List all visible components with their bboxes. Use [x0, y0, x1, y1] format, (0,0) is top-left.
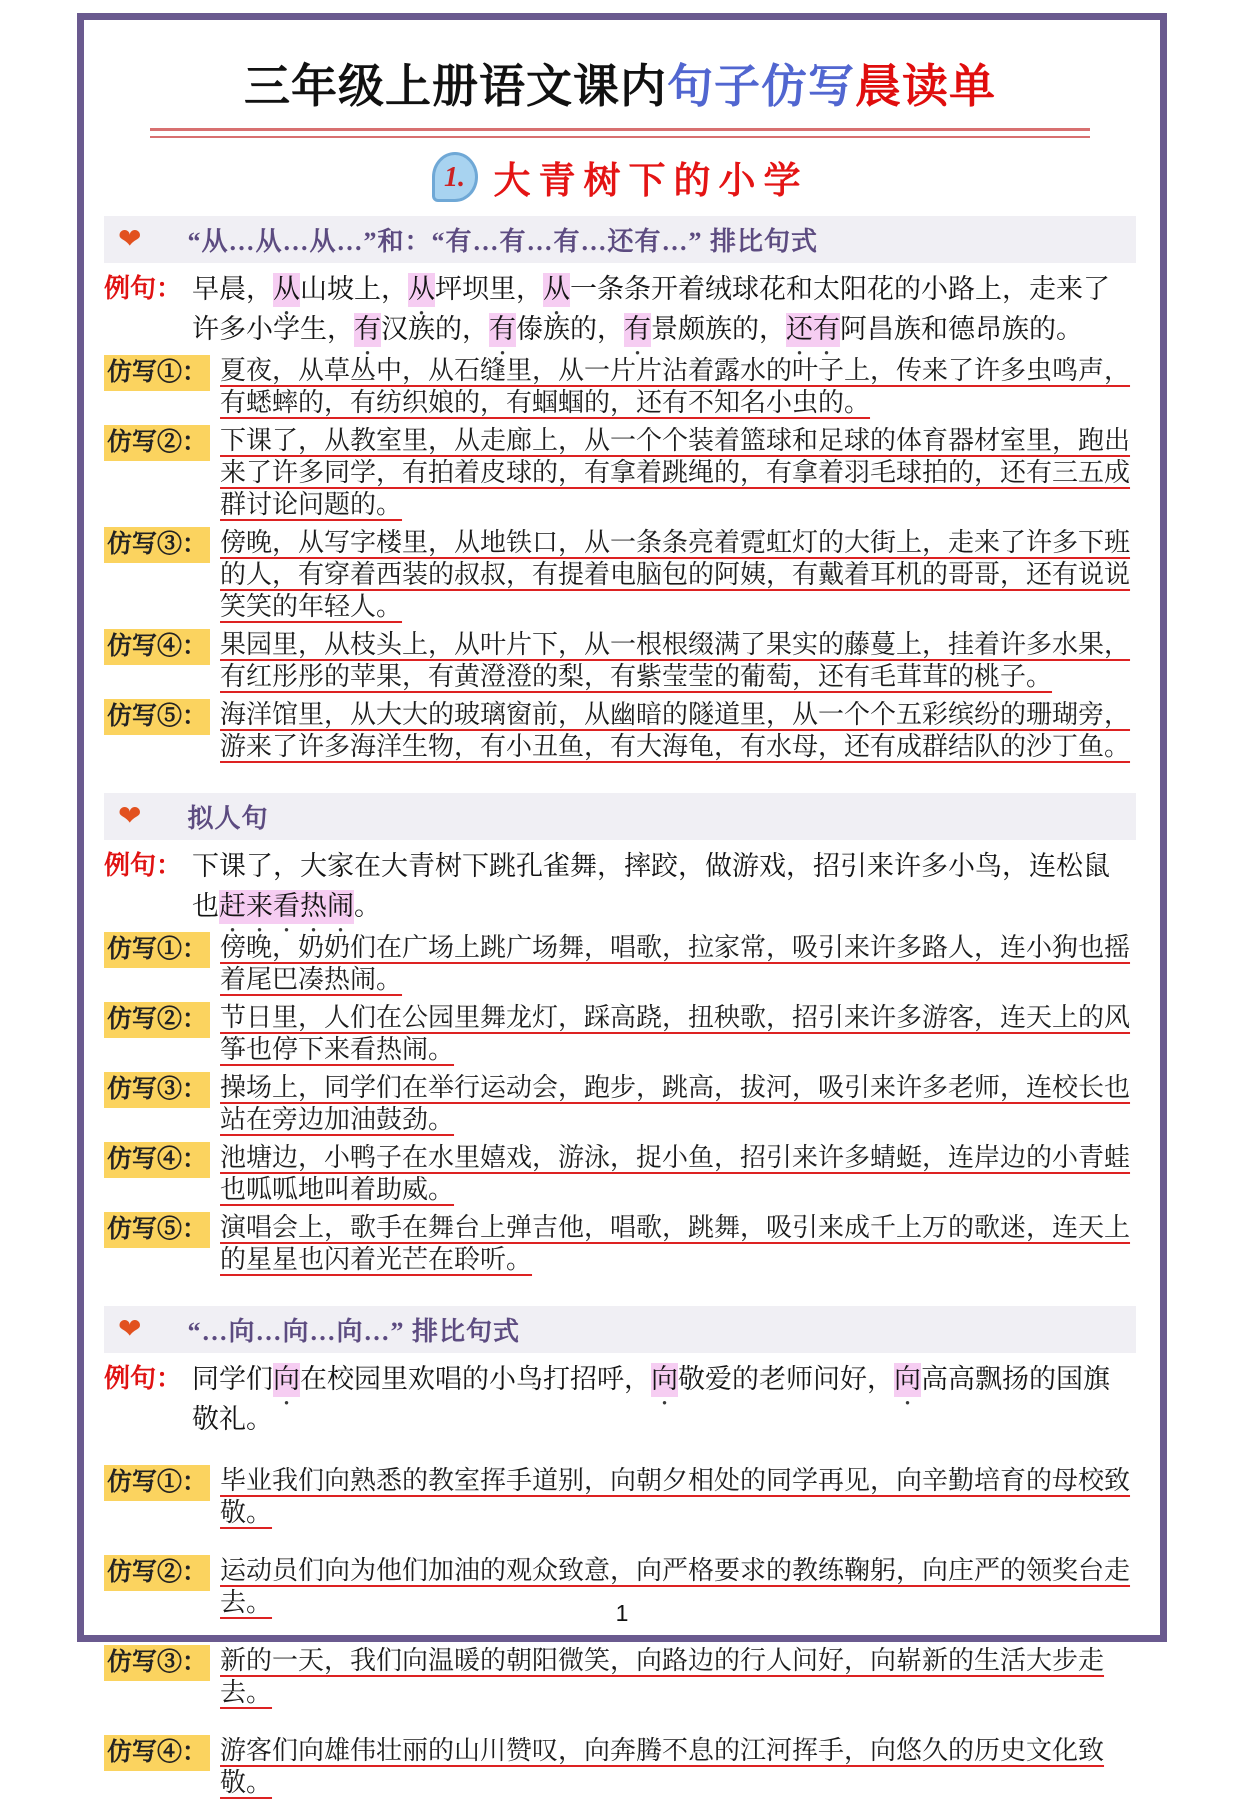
- heart-icon: ❤: [118, 1313, 142, 1345]
- imitation-text: 海洋馆里，从大大的玻璃窗前，从幽暗的隧道里，从一个个五彩缤纷的珊瑚旁，游来了许多海洋生物，有小丑鱼，有大海龟，有水母，还有成群结队的沙丁鱼。: [220, 700, 1131, 761]
- imitation-label: 仿写④：: [104, 1735, 210, 1771]
- imitation-row: [104, 1465, 1136, 1529]
- imitation-text: 池塘边，小鸭子在水里嬉戏，游泳，捉小鱼，招引来许多蜻蜓，连岸边的小青蛙也呱呱地叫着助威。: [220, 1143, 1131, 1204]
- emphasized-char: 有 ●: [813, 313, 840, 347]
- section-1: [104, 216, 1136, 763]
- example-row: [104, 846, 1136, 926]
- imitation-row: [104, 1002, 1136, 1066]
- imitation-text: 毕业我们向熟悉的教室挥手道别，向朝夕相处的同学再见，向辛勤培育的母校致敬。: [220, 1466, 1131, 1527]
- imitation-row: [104, 425, 1136, 521]
- imitation-row: [104, 355, 1136, 419]
- imitation-row: [104, 1072, 1136, 1136]
- heart-icon: ❤: [118, 223, 142, 255]
- section-header: [104, 793, 1136, 840]
- emphasized-char: 有 ●: [354, 313, 381, 347]
- heart-icon: ❤: [118, 800, 142, 832]
- imitation-row: [104, 1645, 1136, 1709]
- emphasized-char: 从 ●: [408, 273, 435, 307]
- sections-container: [104, 216, 1136, 1799]
- imitation-label: 仿写⑤：: [104, 1212, 210, 1248]
- imitation-label: 仿写②：: [104, 425, 210, 461]
- imitation-text: 下课了，从教室里，从走廊上，从一个个装着篮球和足球的体育器材室里，跑出来了许多同学，有拍着皮球的，有拿着跳绳的，有拿着羽毛球拍的，还有三五成群讨论问题的。: [220, 426, 1131, 519]
- imitation-text: 果园里，从枝头上，从叶片下，从一根根缀满了果实的藤蔓上，挂着许多水果，有红彤彤的苹果，有黄澄澄的梨，有紫莹莹的葡萄，还有毛茸茸的桃子。: [220, 630, 1131, 691]
- worksheet-page: [77, 13, 1167, 1797]
- example-text: 同学们向 ●在校园里欢唱的小鸟打招呼，向 ●敬爱的老师问好，向 ●高高飘扬的国旗敬礼。: [192, 1359, 1136, 1439]
- emphasized-char: 热 ●: [300, 890, 327, 924]
- page-title-part-black: 三年级上册语文课内: [244, 60, 667, 112]
- section-header: [104, 216, 1136, 263]
- title-divider: [150, 128, 1089, 138]
- example-row: [104, 1359, 1136, 1439]
- imitation-label: 仿写③：: [104, 1072, 210, 1108]
- imitation-text: 运动员们向为他们加油的观众致意，向严格要求的教练鞠躬，向庄严的领奖台走去。: [220, 1556, 1131, 1617]
- page-number: 1: [615, 1600, 629, 1626]
- example-label: 例句：: [104, 851, 183, 880]
- emphasized-char: 向 ●: [651, 1363, 678, 1397]
- imitation-label: 仿写②：: [104, 1555, 210, 1591]
- imitation-text: 傍晚，奶奶们在广场上跳广场舞，唱歌，拉家常，吸引来许多路人，连小狗也摇着尾巴凑热闹。: [220, 933, 1131, 994]
- lesson-number-badge: 1.: [432, 152, 478, 202]
- imitation-row: [104, 1735, 1136, 1799]
- emphasized-char: 有 ●: [624, 313, 651, 347]
- imitation-text: 新的一天，我们向温暖的朝阳微笑，向路边的行人问好，向崭新的生活大步走去。: [220, 1646, 1105, 1707]
- imitation-row: [104, 527, 1136, 623]
- emphasized-char: 来 ●: [246, 890, 273, 924]
- imitation-label: 仿写①：: [104, 932, 210, 968]
- imitation-row: [104, 1142, 1136, 1206]
- emphasized-char: 看 ●: [273, 890, 300, 924]
- imitation-label: 仿写④：: [104, 629, 210, 665]
- imitation-text: 操场上，同学们在举行运动会，跑步，跳高，拔河，吸引来许多老师，连校长也站在旁边加油鼓劲。: [220, 1073, 1131, 1134]
- section-2: [104, 793, 1136, 1276]
- imitation-label: 仿写③：: [104, 1645, 210, 1681]
- page-title: [104, 50, 1136, 116]
- imitation-label: 仿写③：: [104, 527, 210, 563]
- imitation-label: 仿写①：: [104, 1465, 210, 1501]
- section-heading: 拟人句: [187, 804, 269, 833]
- emphasized-char: 有 ●: [489, 313, 516, 347]
- imitation-label: 仿写⑤：: [104, 699, 210, 735]
- emphasized-char: 从 ●: [273, 273, 300, 307]
- imitation-label: 仿写①：: [104, 355, 210, 391]
- emphasized-char: 闹 ●: [327, 890, 354, 924]
- example-text: 早晨，从 ●山坡上，从 ●坪坝里，从 ●一条条开着绒球花和太阳花的小路上，走来了许多小学生，有 ●汉族的，有 ●傣族的，有 ●景颇族的，还 ●有 ●阿昌族和德昂族的。: [192, 269, 1136, 349]
- imitation-text: 夏夜，从草丛中，从石缝里，从一片片沾着露水的叶子上，传来了许多虫鸣声，有蟋蟀的，有纺织娘的，有蝈蝈的，还有不知名小虫的。: [220, 356, 1131, 417]
- page-title-part-red: 晨读单: [855, 60, 996, 112]
- imitation-row: [104, 629, 1136, 693]
- section-3: [104, 1306, 1136, 1799]
- example-label: 例句：: [104, 1364, 183, 1393]
- lesson-heading: [104, 150, 1136, 206]
- imitation-text: 演唱会上，歌手在舞台上弹吉他，唱歌，跳舞，吸引来成千上万的歌迷，连天上的星星也闪着光芒在聆听。: [220, 1213, 1131, 1274]
- example-row: [104, 269, 1136, 349]
- imitation-text: 傍晚，从写字楼里，从地铁口，从一条条亮着霓虹灯的大街上，走来了许多下班的人，有穿着西装的叔叔，有提着电脑包的阿姨，有戴着耳机的哥哥，还有说说笑笑的年轻人。: [220, 528, 1131, 621]
- emphasized-char: 从 ●: [543, 273, 570, 307]
- example-text: 下课了，大家在大青树下跳孔雀舞，摔跤，做游戏，招引来许多小鸟，连松鼠也赶 ●来 ●看 ●热 ●闹 ●。: [192, 846, 1136, 926]
- imitation-label: 仿写④：: [104, 1142, 210, 1178]
- emphasized-char: 赶 ●: [219, 890, 246, 924]
- example-label: 例句：: [104, 274, 183, 303]
- imitation-label: 仿写②：: [104, 1002, 210, 1038]
- page-title-part-blue: 句子仿写: [667, 60, 855, 112]
- section-heading: “…向…向…向…” 排比句式: [187, 1317, 520, 1346]
- imitation-row: [104, 932, 1136, 996]
- lesson-title: 大青树下的小学: [493, 161, 809, 202]
- emphasized-char: 向 ●: [894, 1363, 921, 1397]
- imitation-text: 游客们向雄伟壮丽的山川赞叹，向奔腾不息的江河挥手，向悠久的历史文化致敬。: [220, 1736, 1105, 1797]
- section-heading: “从…从…从…”和：“有…有…有…还有…” 排比句式: [187, 227, 818, 256]
- emphasized-char: 向 ●: [273, 1363, 300, 1397]
- emphasized-char: 还 ●: [786, 313, 813, 347]
- imitation-row: [104, 1212, 1136, 1276]
- imitation-text: 节日里，人们在公园里舞龙灯，踩高跷，扭秧歌，招引来许多游客，连天上的风筝也停下来看热闹。: [220, 1003, 1131, 1064]
- section-header: [104, 1306, 1136, 1353]
- imitation-row: [104, 699, 1136, 763]
